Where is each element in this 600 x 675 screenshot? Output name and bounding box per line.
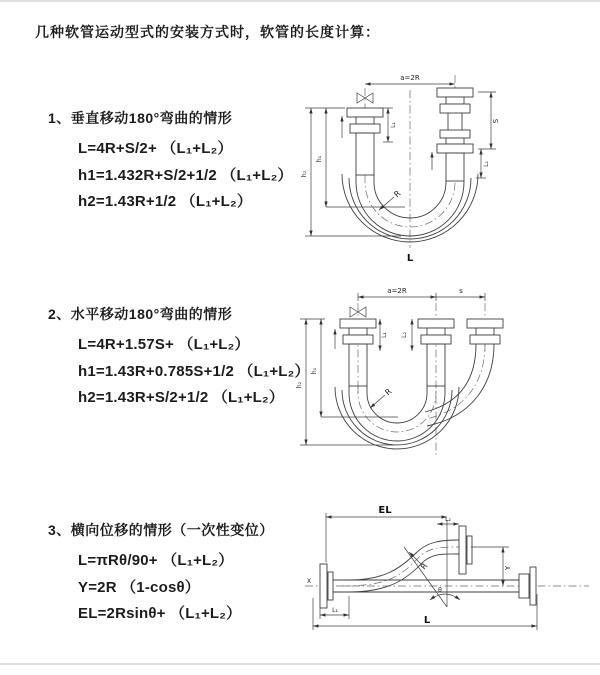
hose-curves [335,386,459,449]
hose-s-curve [343,540,459,592]
angle-label: θ [438,587,442,594]
radius-label: R [383,386,394,398]
formula-line: h2=1.43R+S/2+1/2 （L₁+L₂） [78,389,285,406]
flange-left [320,564,333,608]
dim-label-h2: h₂ [301,170,308,178]
page-title: 几种软管运动型式的安装方式时，软管的长度计算： [35,24,380,40]
dim-l2 [401,319,412,351]
dim-label-a2r: a=2R [387,287,407,295]
dim-label-el: EL [378,505,392,516]
dim-label-s: S [492,118,500,124]
page-edge-top [0,0,600,2]
formula-line: h2=1.43R+1/2 （L₁+L₂） [78,193,253,210]
flange-top-right [459,526,472,574]
section-vertical-movement [48,108,293,216]
dim-label-h1: h₁ [316,155,323,163]
length-label: L [406,253,414,264]
dim-label-y: Y [504,565,512,571]
formula-line: h1=1.43R+0.785S+1/2 （L₁+L₂） [78,362,310,380]
section-horizontal-movement [48,304,310,412]
dim-a-2r [365,74,455,84]
formula-line: Y=2R （1-cosθ） [78,578,200,596]
dim-label-h2: h₂ [296,381,303,389]
dim-label-l1: L₁ [381,332,388,338]
diagram-lateral-displacement [297,500,597,645]
dim-label-l2: L₂ [483,161,490,167]
section-heading: 1、垂直移动180°弯曲的情形 [48,110,233,126]
dim-label-l1: L₁ [332,607,338,614]
formula-line: L=πRθ/90+ （L₁+L₂） [78,552,234,569]
dim-s [478,92,500,149]
dim-l2 [476,149,490,178]
dim-l1 [383,108,397,142]
dim-label-s: s [459,287,463,295]
section-heading: 2、水平移动180°弯曲的情形 [48,306,233,322]
dim-l1 [380,319,388,351]
centerlines [365,75,455,248]
dim-label-h1: h₁ [311,367,318,375]
dim-label-l2: L₂ [445,516,451,523]
formula-line: h1=1.432R+S/2+1/2 （L₁+L₂） [78,166,293,184]
dim-label-a2r: a=2R [400,74,420,82]
section-heading: 3、横向位移的情形（一次性变位） [48,522,274,538]
label-radius [370,387,394,408]
dim-a-2r-and-s [358,287,485,301]
dim-label-l1: L₁ [390,122,397,128]
diagram-horizontal-180-bend [293,281,563,461]
formula-line: EL=2Rsinθ+ （L₁+L₂） [78,605,242,622]
formula-line: L=4R+S/2+ （L₁+L₂） [78,140,233,157]
formula-line: L=4R+1.57S+ （L₁+L₂） [78,336,250,353]
dim-label-l2: L₂ [401,332,408,338]
page-edge-bottom [0,663,600,665]
dim-l [313,594,537,630]
section-lateral-displacement [48,520,274,628]
radius-label: R [418,561,430,572]
hose-end-left [347,108,383,175]
radius-label: R [392,188,403,200]
axis-mark: X [307,578,312,585]
diagram-vertical-180-bend [295,64,555,264]
hose-end-right [437,88,473,181]
length-label: L [423,615,431,626]
